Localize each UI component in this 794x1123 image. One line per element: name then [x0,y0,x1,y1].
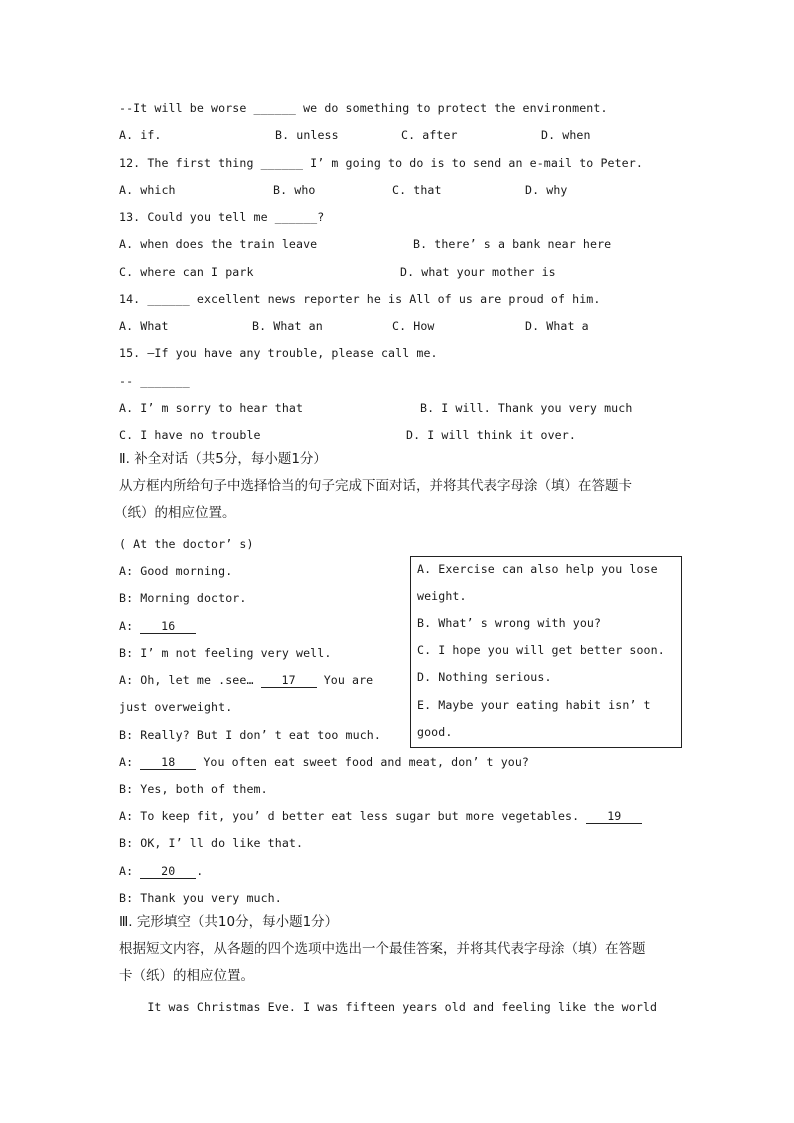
q11-option-b: B. unless [275,128,339,142]
passage-line-1: It was Christmas Eve. I was fifteen years old and feeling like the world [119,1000,658,1014]
q13-option-d: D. what your mother is [400,265,556,279]
q14-option-c: C. How [392,319,435,333]
dialogue-line-12 [119,863,203,879]
q15-option-c: C. I have no trouble [119,428,261,442]
choice-a-line1: A. Exercise can also help you lose [417,562,658,576]
q12-option-a: A. which [119,183,176,197]
dialogue-line-3 [119,618,196,634]
blank-19: 19 [586,809,642,824]
section2-instruction-line1: 从方框内所给句子中选择恰当的句子完成下面对话，并将其代表字母涂（填）在答题卡 [119,478,632,494]
q12-stem: 12. The first thing ______ I’ m going to do is to send an e-mail to Peter. [119,156,643,170]
dialogue-text: You are [316,673,374,687]
dialogue-speaker: A: [119,755,141,769]
q15-option-d: D. I will think it over. [406,428,576,442]
section2-heading: Ⅱ. 补全对话（共5分，每小题1分） [119,451,327,467]
q14-stem: 14. ______ excellent news reporter he is All of us are proud of him. [119,292,601,306]
q15-stem: 15. –If you have any trouble, please call me. [119,346,438,360]
q12-option-b: B. who [273,183,316,197]
dialogue-speaker: A: [119,864,141,878]
choice-a-line2: weight. [417,589,467,603]
q11-option-a: A. if. [119,128,162,142]
q12-option-d: D. why [525,183,568,197]
dialogue-line-5 [119,672,373,688]
q13-stem: 13. Could you tell me ______? [119,210,325,224]
q15-reply: -- _______ [119,374,190,388]
dialogue-line-4: B: I’ m not feeling very well. [119,646,332,660]
q13-option-a: A. when does the train leave [119,237,318,251]
dialogue-line-11: B: OK, I’ ll do like that. [119,836,304,850]
choice-c: C. I hope you will get better soon. [417,643,665,657]
q14-option-d: D. What a [525,319,589,333]
dialogue-text: You often eat sweet food and meat, don’ t you? [196,755,530,769]
q11-stem: --It will be worse ______ we do something to protect the environment. [119,101,608,115]
section2-instruction-line2: （纸）的相应位置。 [114,505,236,521]
blank-18: 18 [140,755,196,770]
q15-option-b: B. I will. Thank you very much [420,401,633,415]
dialogue-line-2: B: Morning doctor. [119,591,247,605]
choice-b: B. What’ s wrong with you? [417,616,602,630]
q14-option-b: B. What an [252,319,323,333]
q11-option-c: C. after [401,128,458,142]
dialogue-scene: ( At the doctor’ s) [119,537,254,551]
dialogue-line-10 [119,808,642,824]
q11-option-d: D. when [541,128,591,142]
dialogue-line-8 [119,754,529,770]
q12-option-c: C. that [392,183,442,197]
q13-option-c: C. where can I park [119,265,254,279]
dialogue-text: A: Oh, let me .see… [119,673,261,687]
dialogue-speaker: A: [119,619,141,633]
section3-instruction-line2: 卡（纸）的相应位置。 [119,968,254,984]
dialogue-line-6: just overweight. [119,700,233,714]
dialogue-text: A: To keep fit, you’ d better eat less sugar but more vegetables. [119,809,587,823]
dialogue-line-1: A: Good morning. [119,564,233,578]
q13-option-b: B. there’ s a bank near here [413,237,612,251]
q14-option-a: A. What [119,319,169,333]
section3-heading: Ⅲ. 完形填空（共10分，每小题1分） [119,914,339,930]
dialogue-line-7: B: Really? But I don’ t eat too much. [119,728,381,742]
blank-16: 16 [140,619,196,634]
choice-e-line2: good. [417,725,453,739]
dialogue-line-9: B: Yes, both of them. [119,782,268,796]
dialogue-line-13: B: Thank you very much. [119,891,282,905]
choice-e-line1: E. Maybe your eating habit isn’ t [417,698,651,712]
blank-17: 17 [261,673,317,688]
choice-d: D. Nothing serious. [417,670,552,684]
q15-option-a: A. I’ m sorry to hear that [119,401,304,415]
section3-instruction-line1: 根据短文内容，从各题的四个选项中选出一个最佳答案，并将其代表字母涂（填）在答题 [119,941,646,957]
blank-20: 20 [140,864,196,879]
choices-box [410,556,682,748]
dialogue-text: . [196,864,204,878]
